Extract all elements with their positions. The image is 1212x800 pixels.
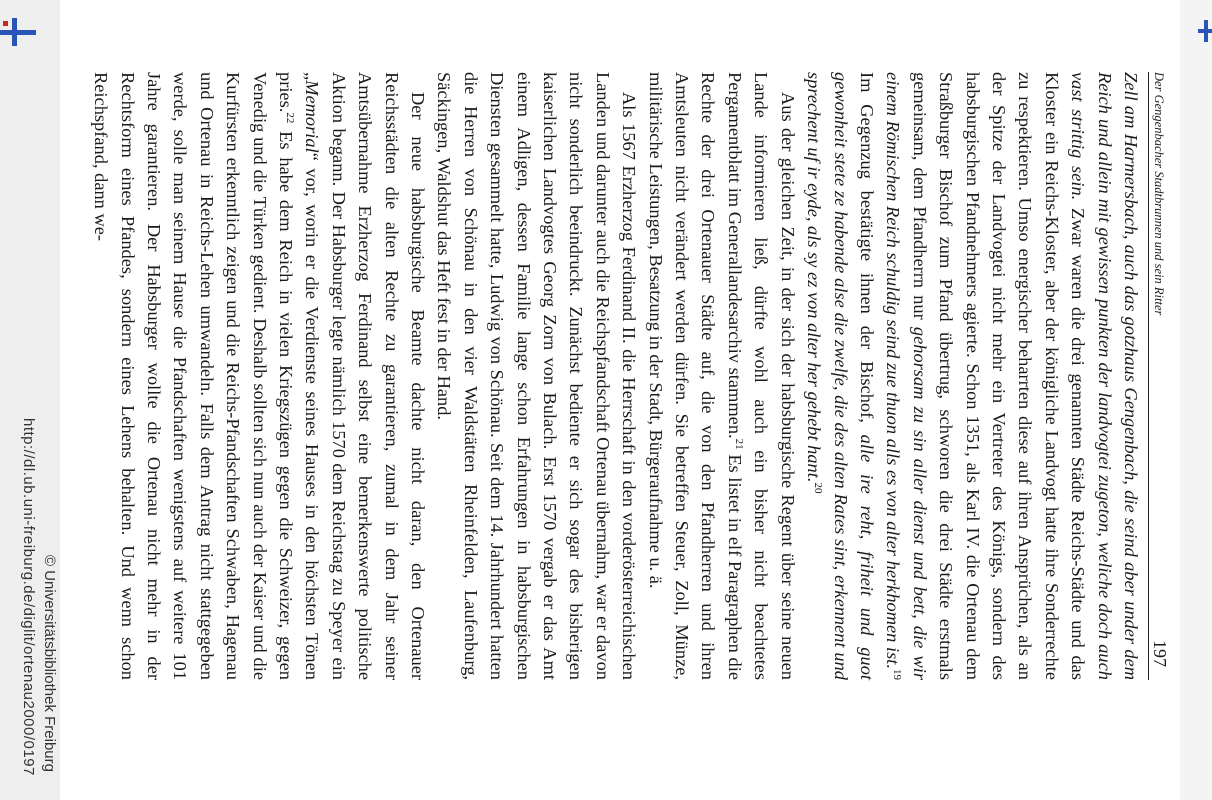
paragraph <box>801 72 1144 680</box>
text-run: Zwar waren die drei genannten Städte Reichs-Städte und das Kloster ein Reichs-Kloster, aber der königliche Landvogt hatte ihre Sonderrechte zu respektieren. Umso energischer beharrten diese auf ihren Ansprüchen, als an der Spitze der Landvogtei nicht mehr ein Vertreter des Königs, sondern des habsburgischen Pfandnehmers agierte. Schon 1351, als Karl IV. die Ortenau dem Straßburger Bischof zum Pfand übertrug, schworen die drei Städte erstmals gemeinsam, dem Pfandherrn nur <box>909 72 1089 680</box>
running-title: Der Gengenbacher Stadtbrunnen und sein Ritter <box>1152 72 1166 316</box>
page-number: 197 <box>1150 640 1170 667</box>
italic-quote: Zell am Harmersbach, auch das gotzhaus Gengenbach, die seind aber under dem Reich und allein mit gewissen punkten der landvogtei zugeton, weliche doch auch vast strittig sein. <box>1068 72 1141 680</box>
footnote-marker: 22 <box>284 112 297 124</box>
library-logo-mark-right <box>1198 20 1212 42</box>
header-rule <box>1148 72 1149 680</box>
scanned-page <box>60 0 1180 800</box>
source-url[interactable]: http://dl.ub.uni-freiburg.de/diglit/ortenau2000/0197 <box>20 418 37 776</box>
right-scan-margin <box>1180 0 1212 800</box>
text-run: Der neue habsburgische Beamte dachte nicht daran, den Ortenauer Reichsstädten die alten Rechte zu garantieren, zumal in dem Jahr seiner Amtsübernahme Erzherzog Ferdinand selbst eine bemerkenswerte politische Aktion begann. Der Habsburger legte nämlich 1570 dem Reichstag zu Speyer ein „ <box>302 72 429 680</box>
library-logo-mark <box>0 18 36 46</box>
italic-quote: gehorsam zu sin aller dienst und bett, die wir einem Römischen Reich schuldig seind zue thuon alls es von alter herkhomen ist. <box>883 72 930 680</box>
paragraph <box>431 72 642 680</box>
footnote-marker: 19 <box>891 669 904 680</box>
paragraph <box>88 72 431 680</box>
rotated-page-content <box>60 0 1180 800</box>
text-run: “ vor, worin er die Verdienste seines Hauses in den höchsten Tönen pries. <box>276 72 323 680</box>
side-strip <box>0 0 60 800</box>
footnote-marker: 20 <box>812 482 825 494</box>
footnote-marker: 21 <box>733 438 746 450</box>
text-run: Es listet in elf Paragraphen die Rechte der drei Ortenauer Städte auf, die von den Pfandherren und ihren Amtsleuten nicht verändert werden dürfen. Sie betreffen Steuer, Zoll, Münze, militärische Leistungen, Besatzung in der Stadt, Bürgeraufnahme u. ä. <box>645 72 745 680</box>
page-body-text <box>88 72 1144 680</box>
text-run: Im Gegenzug bestätigte ihnen der Bischof, <box>856 72 877 435</box>
text-run: Aus der gleichen Zeit, in der sich der habsburgische Regent über seine neuen Lande informieren ließ, dürfte wohl auch ein bisher nicht beachtetes Pergamentblatt im Generallandesarchiv stammen. <box>724 72 798 680</box>
copyright-notice: © Universitätsbibliothek Freiburg <box>41 555 58 772</box>
italic-quote: Memorial <box>302 80 323 153</box>
paragraph <box>642 72 800 680</box>
left-scan-margin <box>0 0 60 800</box>
italic-quote: alle ire reht, friheit und guot gewonheit stete ze habende alse die zwelfe, die des alten Rates sint, erkennent und sprechent uf ir eyde, als sy ez von alter her gehebt hant. <box>804 72 877 680</box>
text-run: Als 1567 Erzherzog Ferdinand II. die Herrschaft in den vorderösterreichischen Landen und darunter auch die Reichspfandschaft Ortenau übernahm, war er davon nicht sonderlich beeindruckt. Zunächst bediente er sich sogar des bisherigen kaiserlichen Landvogtes Georg Zorn von Bulach. Erst 1570 vergab er das Amt einem Adligen, dessen Familie lange schon Erfahrungen in habsburgischen Diensten gesammelt hatte, Ludwig von Schönau. Seit dem 14. Jahrhundert hatten die Herren von Schönau in den vier Waldstätten Rheinfelden, Laufenburg, Säckingen, Waldshut das Heft fest in der Hand. <box>434 72 640 680</box>
text-run: Es habe dem Reich in vielen Kriegszügen gegen die Schweizer, gegen Venedig und die Türken gedient. Deshalb sollten sich nun auch der Kaiser und die Kurfürsten erkenntlich zeigen und die Reichs-Pfandschaften Schwaben, Hagenau und Ortenau in Reichs-Lehen umwandeln. Falls dem Antrag nicht stattgegeben werde, solle man seinem Hause die Pfandschaften wenigstens auf weitere 101 Jahre garantieren. Der Habsburger wollte die Ortenau nicht mehr in der Rechtsform eines Pfandes, sondern eines Lehens behalten. Und wenn schon Reichspfand, dann we- <box>91 72 296 680</box>
